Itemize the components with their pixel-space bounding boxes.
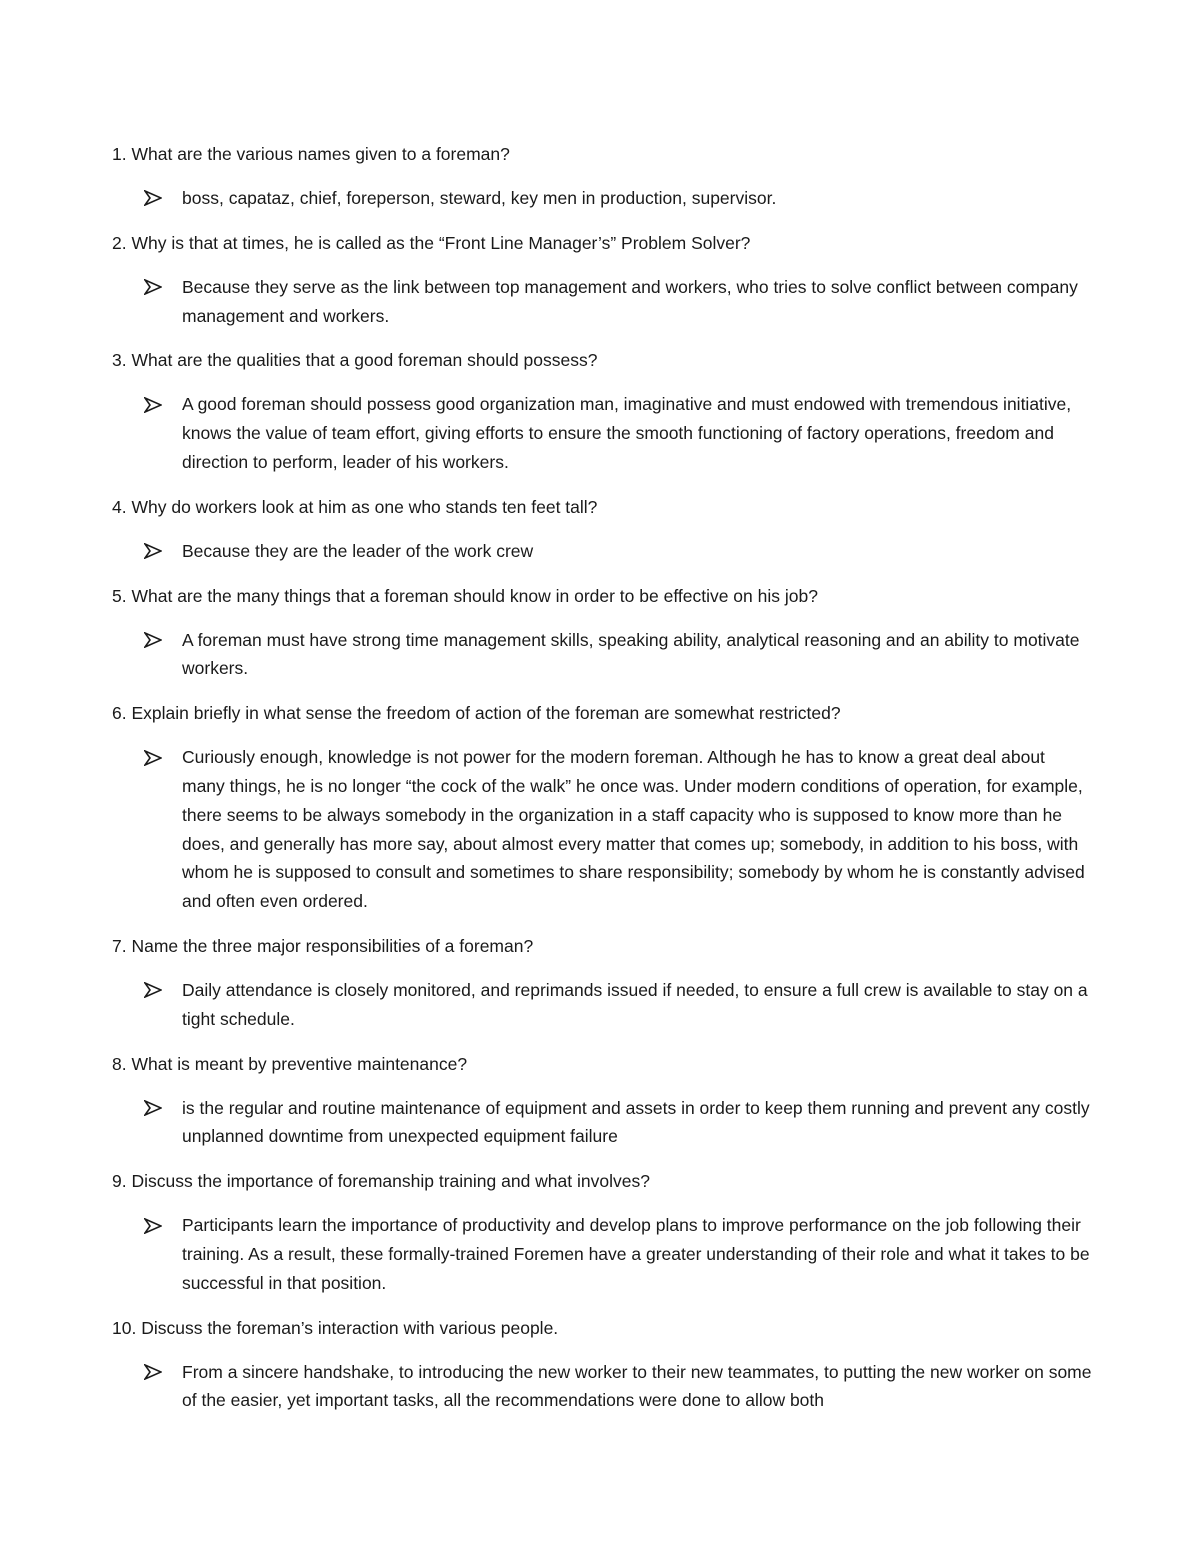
- arrowhead-bullet-icon: [144, 1211, 166, 1240]
- arrowhead-bullet-icon: [144, 743, 166, 772]
- question-text: What are the various names given to a foreman?: [131, 144, 510, 164]
- question-text: Why do workers look at him as one who stands ten feet tall?: [131, 496, 598, 517]
- question-3: [112, 346, 1092, 374]
- question-text: Discuss the foreman’s interaction with various people.: [141, 1317, 559, 1338]
- answer-8: [112, 1094, 1092, 1152]
- question-text: Why is that at times, he is called as the “Front Line Manager’s” Problem Solver?: [131, 232, 751, 253]
- qa-item-2: [112, 229, 1092, 331]
- question-9: [112, 1167, 1092, 1195]
- answer-5: [112, 626, 1092, 684]
- qa-item-8: [112, 1050, 1092, 1152]
- answer-1: [112, 184, 1092, 213]
- arrowhead-bullet-icon: [144, 390, 166, 419]
- answer-text: From a sincere handshake, to introducing the new worker to their new teammates, to putting the new worker on some of the easier, yet important tasks, all the recommendations were done to allow both: [182, 1361, 1092, 1411]
- qa-list: [112, 140, 1092, 1431]
- answer-10: [112, 1358, 1092, 1416]
- answer-text: boss, capataz, chief, foreperson, steward, key men in production, supervisor.: [182, 188, 777, 208]
- question-text: Discuss the importance of foremanship training and what involves?: [131, 1171, 650, 1192]
- answer-text: is the regular and routine maintenance of equipment and assets in order to keep them running and prevent any costly unplanned downtime from unexpected equipment failure: [182, 1097, 1090, 1147]
- question-number: 3.: [112, 350, 127, 371]
- qa-item-9: [112, 1167, 1092, 1297]
- qa-item-10: [112, 1314, 1092, 1416]
- question-text: Name the three major responsibilities of a foreman?: [131, 935, 534, 956]
- qa-item-3: [112, 346, 1092, 476]
- answer-2: [112, 273, 1092, 331]
- question-number: 9.: [112, 1171, 127, 1192]
- answer-text: A good foreman should possess good organization man, imaginative and must endowed with tremendous initiative, knows the value of team effort, giving efforts to ensure the smooth functioning of factory operations, freedom and direction to perform, leader of his workers.: [182, 394, 1072, 472]
- question-number: 6.: [112, 703, 127, 724]
- question-number: 1.: [112, 144, 127, 164]
- answer-7: [112, 976, 1092, 1034]
- answer-text: A foreman must have strong time management skills, speaking ability, analytical reasoning and an ability to motivate workers.: [182, 629, 1080, 679]
- arrowhead-bullet-icon: [144, 976, 166, 1005]
- question-number: 4.: [112, 496, 127, 517]
- question-2: [112, 229, 1092, 257]
- qa-item-4: [112, 493, 1092, 566]
- qa-item-1: [112, 140, 1092, 213]
- question-6: [112, 699, 1092, 727]
- qa-item-5: [112, 582, 1092, 684]
- arrowhead-bullet-icon: [144, 626, 166, 655]
- answer-text: Participants learn the importance of productivity and develop plans to improve performance on the job following their training. As a result, these formally-trained Foremen have a greater understanding of their role and what it takes to be successful in that position.: [182, 1215, 1090, 1293]
- answer-text: Because they serve as the link between top management and workers, who tries to solve conflict between company management and workers.: [182, 276, 1078, 326]
- question-number: 5.: [112, 585, 127, 606]
- answer-4: [112, 537, 1092, 566]
- question-text: What are the many things that a foreman should know in order to be effective on his job?: [131, 585, 818, 606]
- question-4: [112, 493, 1092, 521]
- question-8: [112, 1050, 1092, 1078]
- question-number: 10.: [112, 1317, 137, 1338]
- question-text: Explain briefly in what sense the freedom of action of the foreman are somewhat restricted?: [131, 703, 841, 724]
- arrowhead-bullet-icon: [144, 273, 166, 302]
- answer-text: Daily attendance is closely monitored, and reprimands issued if needed, to ensure a full crew is available to stay on a tight schedule.: [182, 979, 1088, 1029]
- qa-item-7: [112, 932, 1092, 1034]
- question-number: 7.: [112, 935, 127, 956]
- qa-item-6: [112, 699, 1092, 916]
- answer-text: Because they are the leader of the work crew: [182, 540, 534, 561]
- question-text: What are the qualities that a good foreman should possess?: [131, 350, 598, 371]
- answer-6: [112, 743, 1092, 916]
- answer-9: [112, 1211, 1092, 1297]
- arrowhead-bullet-icon: [144, 1358, 166, 1387]
- answer-text: Curiously enough, knowledge is not power for the modern foreman. Although he has to know a great deal about many things, he is no longer “the cock of the walk” he once was. Under modern conditions of operation, for example, there seems to be always somebody in the organization in a staff capacity who is supposed to know more than he does, and generally has more say, about almost every matter that comes up; somebody, in addition to his boss, with whom he is supposed to consult and sometimes to share responsibility; somebody by whom he is constantly advised and often even ordered.: [182, 747, 1085, 912]
- question-number: 8.: [112, 1053, 127, 1074]
- arrowhead-bullet-icon: [144, 184, 166, 213]
- question-7: [112, 932, 1092, 960]
- arrowhead-bullet-icon: [144, 1094, 166, 1123]
- question-number: 2.: [112, 232, 127, 253]
- arrowhead-bullet-icon: [144, 537, 166, 566]
- question-text: What is meant by preventive maintenance?: [131, 1053, 468, 1074]
- question-5: [112, 582, 1092, 610]
- question-1: [112, 140, 1092, 168]
- answer-3: [112, 390, 1092, 476]
- question-10: [112, 1314, 1092, 1342]
